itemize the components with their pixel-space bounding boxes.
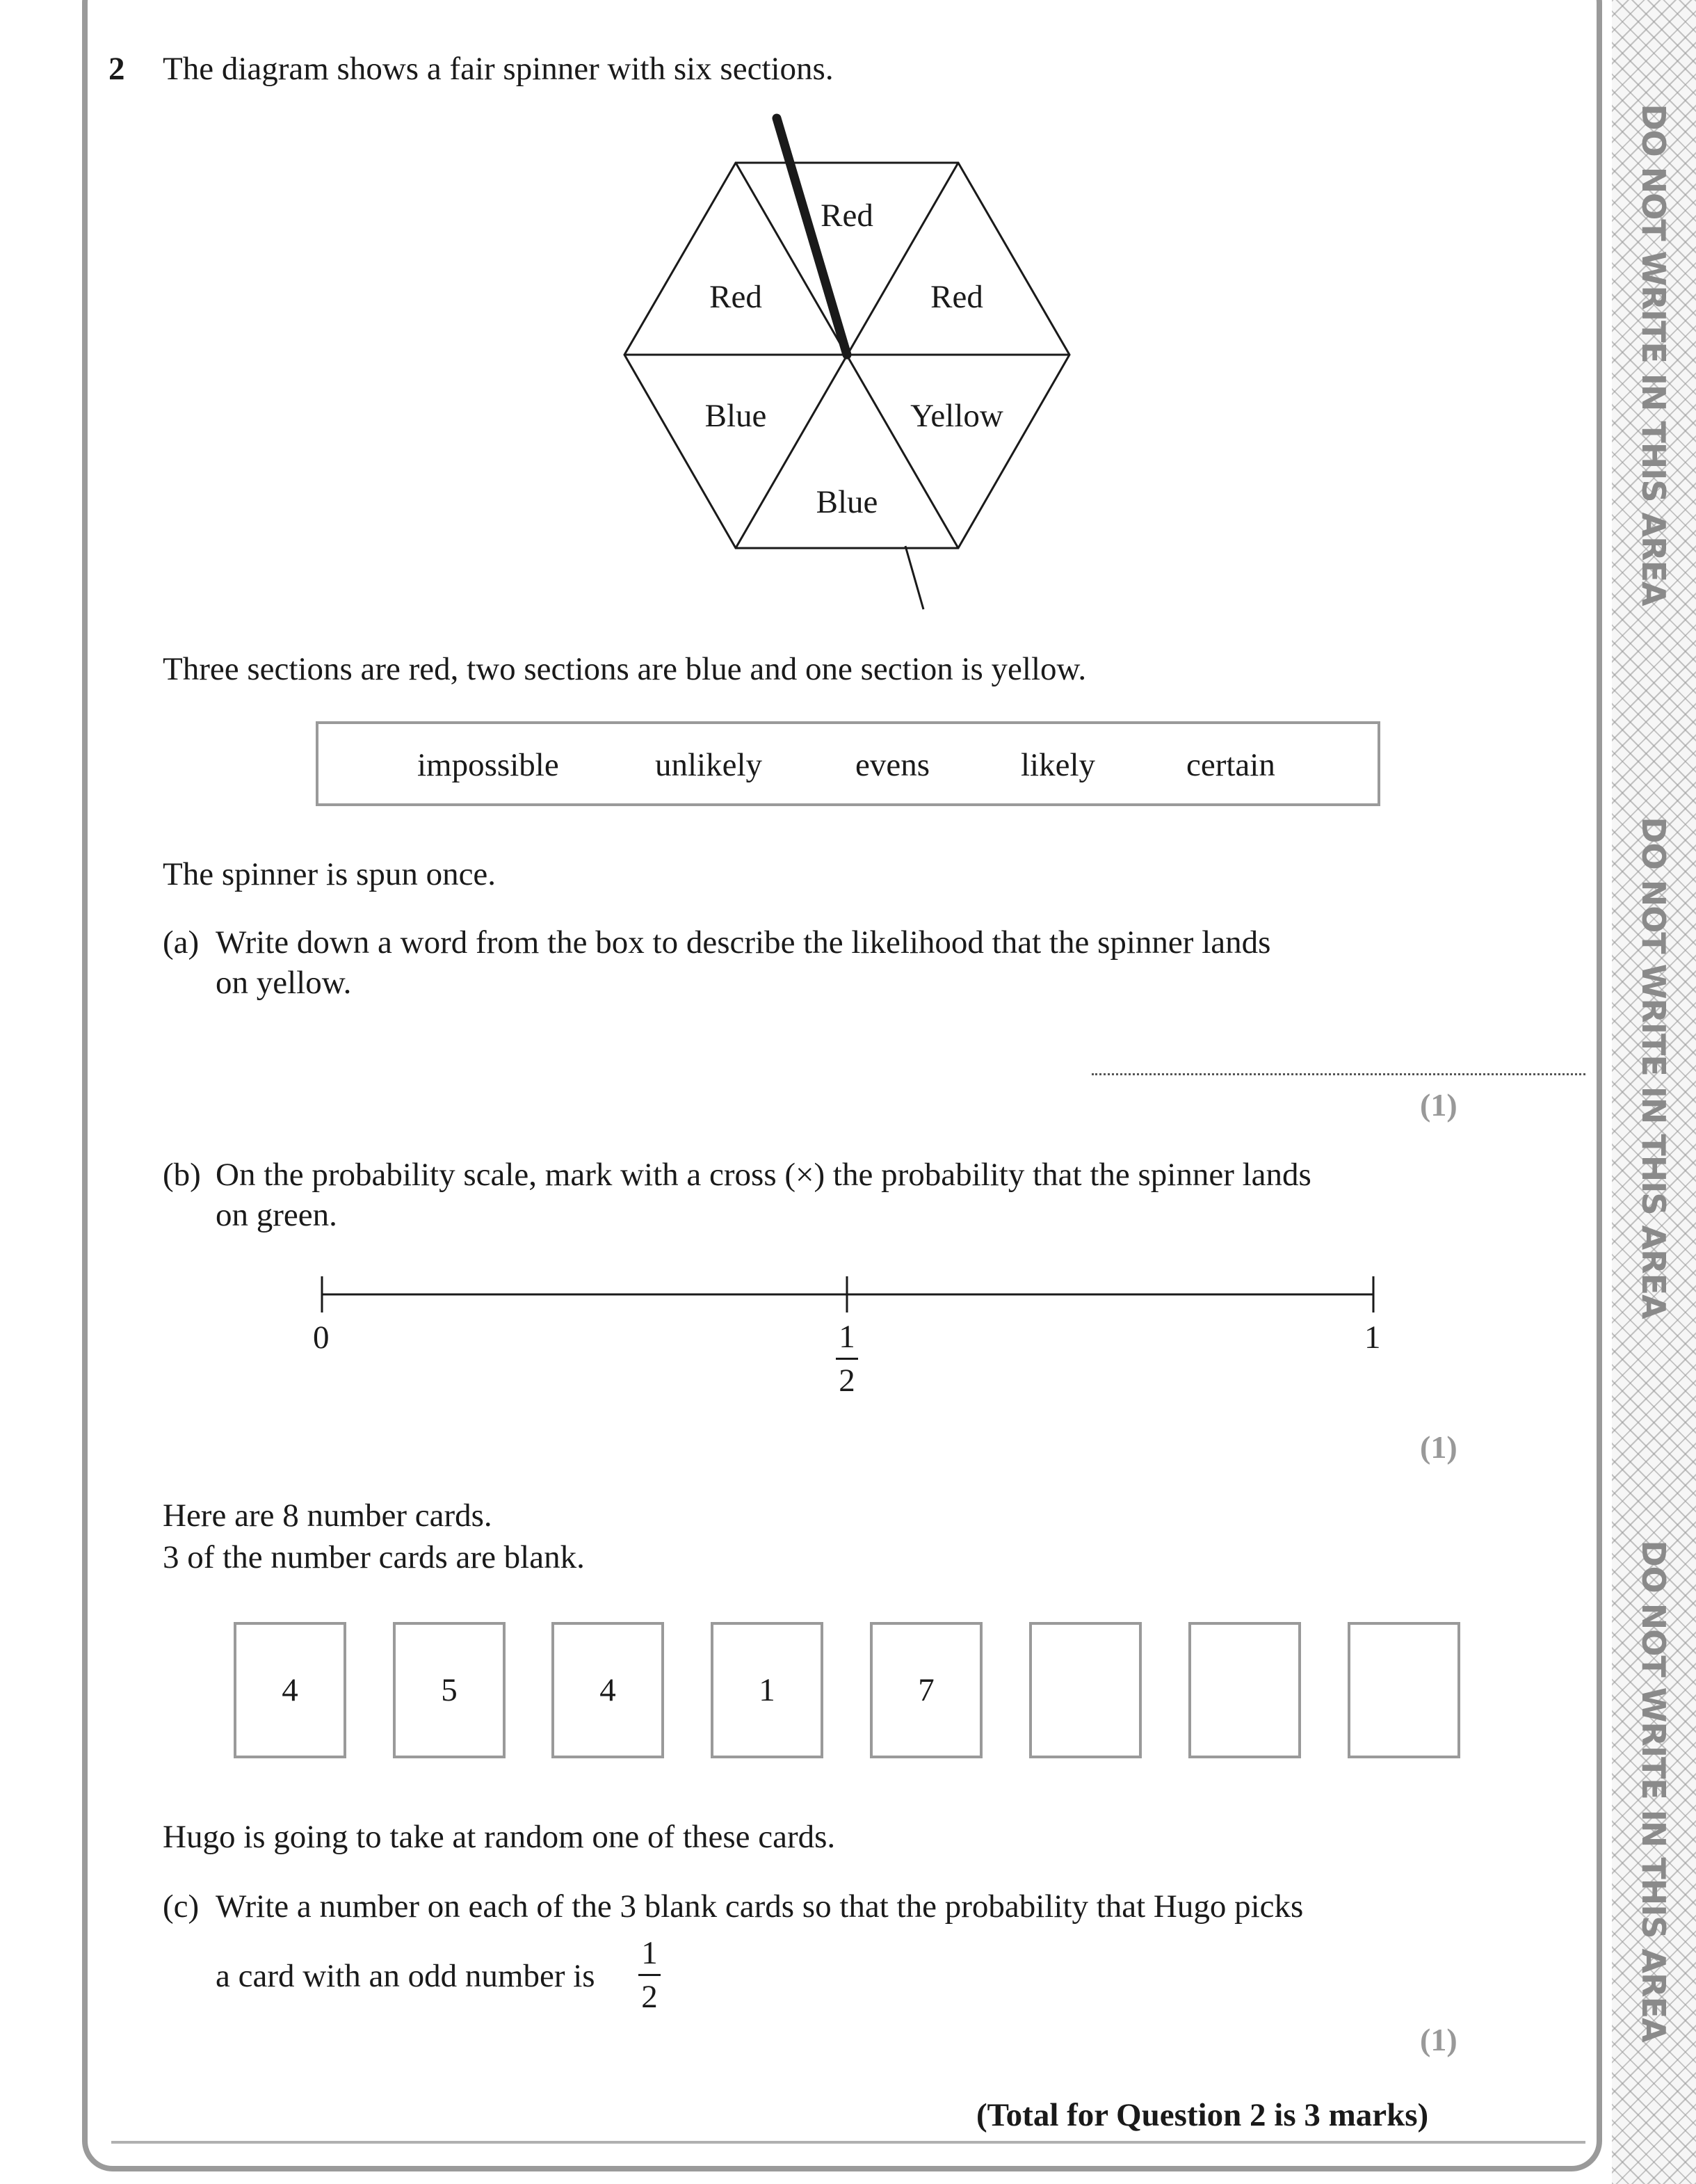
side-warning-top: DO NOT WRITE IN THIS AREA [1635,104,1672,606]
scale-label-0: 0 [313,1319,330,1356]
part-c-fraction [636,1934,663,2016]
spun-once-text: The spinner is spun once. [163,856,496,892]
part-a-line1: Write down a word from the box to describe the likelihood that the spinner lands [216,924,1271,961]
spinner-label-top: Red [821,198,873,234]
part-c-numerator: 1 [641,1935,658,1971]
hugo-text: Hugo is going to take at random one of these cards. [163,1819,836,1855]
part-a-answer-line[interactable] [1092,1073,1585,1075]
spinner-label-bottom: Blue [816,484,878,520]
number-card-5: 7 [870,1622,983,1758]
word-unlikely: unlikely [655,747,763,783]
side-warning-bottom: DO NOT WRITE IN THIS AREA [1635,1540,1672,2042]
scale-label-half [833,1317,861,1400]
part-c-denominator: 2 [641,1979,658,2015]
spinner-label-lower-right: Yellow [910,398,1003,434]
fraction-bar [638,1974,661,1976]
part-c-line1: Write a number on each of the 3 blank cards so that the probability that Hugo picks [216,1888,1304,1925]
spinner-description: Three sections are red, two sections are blue and one section is yellow. [163,651,1087,687]
scale-half-numerator: 1 [839,1319,855,1355]
blank-card-1[interactable] [1029,1622,1142,1758]
part-a-label: (a) [163,924,200,961]
question-intro: The diagram shows a fair spinner with six sections. [163,51,834,87]
part-b-line1: On the probability scale, mark with a cross (×) the probability that the spinner lands [216,1157,1311,1193]
blank-card-3[interactable] [1348,1622,1460,1758]
part-c-marks: (1) [1420,2022,1457,2057]
number-card-3: 4 [551,1622,664,1758]
part-a-marks: (1) [1420,1087,1457,1123]
blank-card-2[interactable] [1188,1622,1301,1758]
probability-scale[interactable] [306,1269,1391,1318]
part-b-marks: (1) [1420,1429,1457,1465]
number-card-4: 1 [711,1622,823,1758]
scale-label-1: 1 [1364,1319,1381,1356]
word-likely: likely [1021,747,1096,783]
part-c-label: (c) [163,1888,200,1925]
question-total: (Total for Question 2 is 3 marks) [976,2097,1429,2133]
spinner-pointer [777,118,847,355]
part-b-label: (b) [163,1157,201,1193]
word-certain: certain [1186,747,1275,783]
part-c-line2: a card with an odd number is [216,1958,595,1994]
part-a-line2: on yellow. [216,965,352,1001]
number-card-1: 4 [234,1622,346,1758]
cards-intro-line1: Here are 8 number cards. [163,1498,492,1534]
bottom-rule [111,2141,1585,2144]
cards-intro-line2: 3 of the number cards are blank. [163,1539,585,1575]
likelihood-word-box [316,721,1380,806]
spinner-label-lower-left: Blue [704,398,767,434]
scale-half-denominator: 2 [839,1363,855,1399]
word-impossible: impossible [417,747,559,783]
number-card-2: 5 [393,1622,506,1758]
part-b-line2: on green. [216,1197,337,1233]
side-warning-middle: DO NOT WRITE IN THIS AREA [1635,817,1672,1319]
spinner-label-upper-left: Red [709,279,762,315]
question-number: 2 [108,51,125,87]
spinner-pointer-tail [905,546,923,609]
fraction-bar [836,1358,858,1360]
word-evens: evens [855,747,930,783]
spinner-label-upper-right: Red [930,279,983,315]
